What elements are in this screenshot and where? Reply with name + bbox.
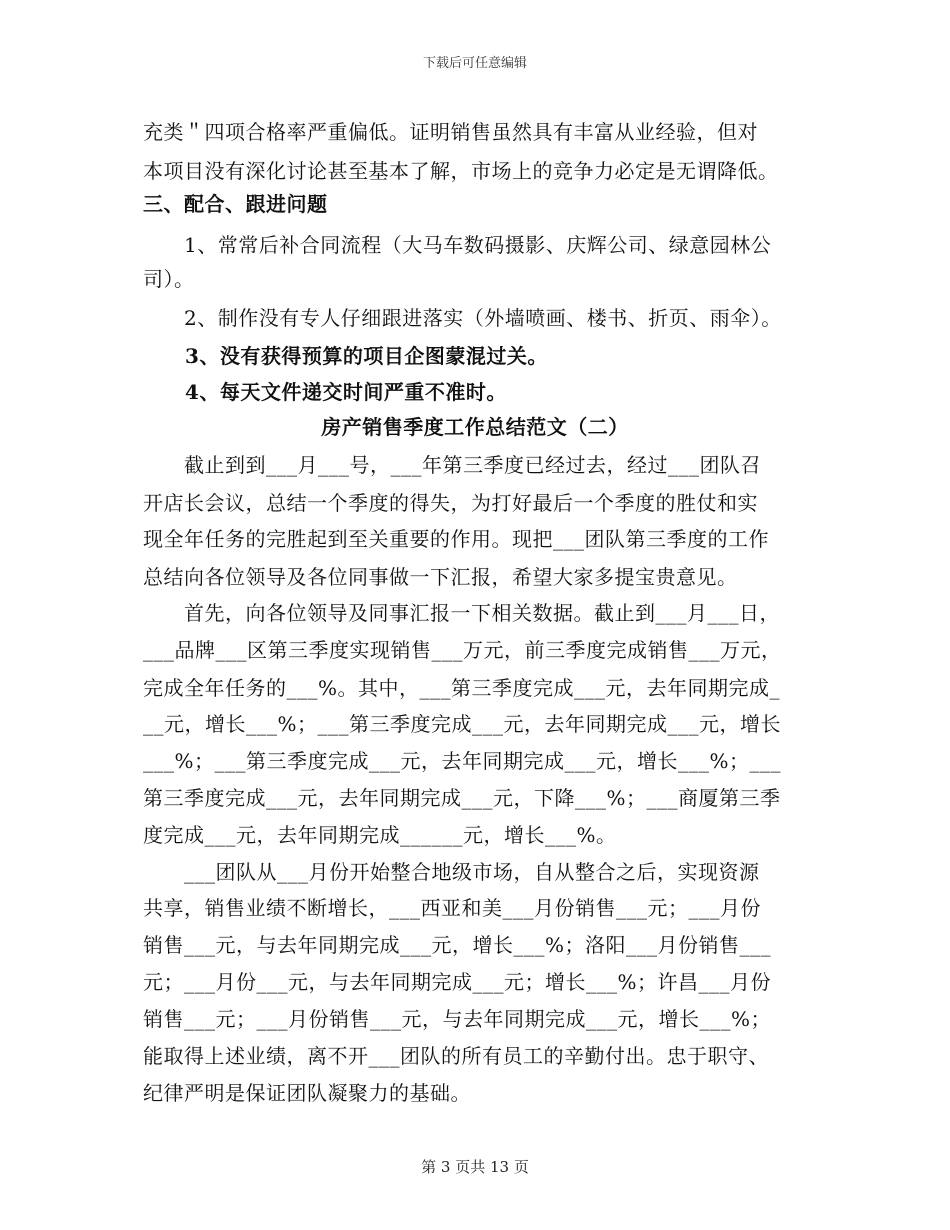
body-line: 1、常常后补合同流程（大马车数码摄影、庆辉公司、绿意园林公	[143, 233, 772, 257]
body-line: 充类＂四项合格率严重偏低。证明销售虽然具有丰富从业经验，但对	[143, 120, 758, 144]
section-heading: 三、配合、跟进问题	[143, 192, 328, 216]
body-line: 销售___元，与去年同期完成___元，增长___%；洛阳___月份销售___	[143, 933, 772, 957]
body-line: 第三季度完成___元，去年同期完成___元，下降___%；___商厦第三季	[143, 786, 781, 810]
body-line: 完成全年任务的___%。其中，___第三季度完成___元，去年同期完成_	[143, 676, 781, 700]
body-line: 现全年任务的完胜起到至关重要的作用。现把___团队第三季度的工作	[143, 527, 769, 551]
body-line: ___%；___第三季度完成___元，去年同期完成___元，增长___%；___	[143, 749, 782, 773]
body-line: __元，增长___%；___第三季度完成___元，去年同期完成___元，增长	[143, 712, 782, 736]
body-line: 元；___月份___元，与去年同期完成___元；增长___%；许昌___月份	[143, 970, 772, 994]
page-header: 下载后可任意编辑	[422, 56, 527, 71]
body-line: 共享，销售业绩不断增长，___西亚和美___月份销售___元；___月份	[143, 896, 761, 920]
document-title: 房产销售季度工作总结范文（二）	[321, 415, 629, 439]
bold-item: 4、每天文件递交时间严重不准时。	[185, 380, 507, 404]
body-line: 销售___元；___月份销售___元，与去年同期完成___元，增长___%；	[143, 1007, 772, 1031]
body-line: 开店长会议，总结一个季度的得失，为打好最后一个季度的胜仗和实	[143, 491, 758, 515]
body-line: ___品牌___区第三季度实现销售___万元，前三季度完成销售___万元，	[143, 638, 782, 662]
body-line: 截止到到___月___号，___年第三季度已经过去，经过___团队召	[143, 453, 761, 477]
page-footer: 第 3 页共 13 页	[421, 1158, 529, 1176]
body-line: 总结向各位领导及各位同事做一下汇报，希望大家多提宝贵意见。	[143, 565, 738, 589]
body-line: 2、制作没有专人仔细跟进落实（外墙喷画、楼书、折页、雨伞）。	[143, 306, 782, 330]
body-line: 度完成___元，去年同期完成______元，增长___%。	[143, 823, 617, 847]
body-line: 纪律严明是保证团队凝聚力的基础。	[143, 1081, 471, 1105]
body-line: 本项目没有深化讨论甚至基本了解，市场上的竞争力必定是无谓降低。	[143, 159, 779, 183]
body-line: ___团队从___月份开始整合地级市场，自从整合之后，实现资源	[143, 860, 760, 884]
body-line: 首先，向各位领导及同事汇报一下相关数据。截止到___月___日，	[143, 601, 780, 625]
body-line: 能取得上述业绩，离不开___团队的所有员工的辛勤付出。忠于职守、	[143, 1044, 769, 1068]
body-line: 司）。	[143, 267, 195, 291]
bold-item: 3、没有获得预算的项目企图蒙混过关。	[185, 344, 548, 368]
